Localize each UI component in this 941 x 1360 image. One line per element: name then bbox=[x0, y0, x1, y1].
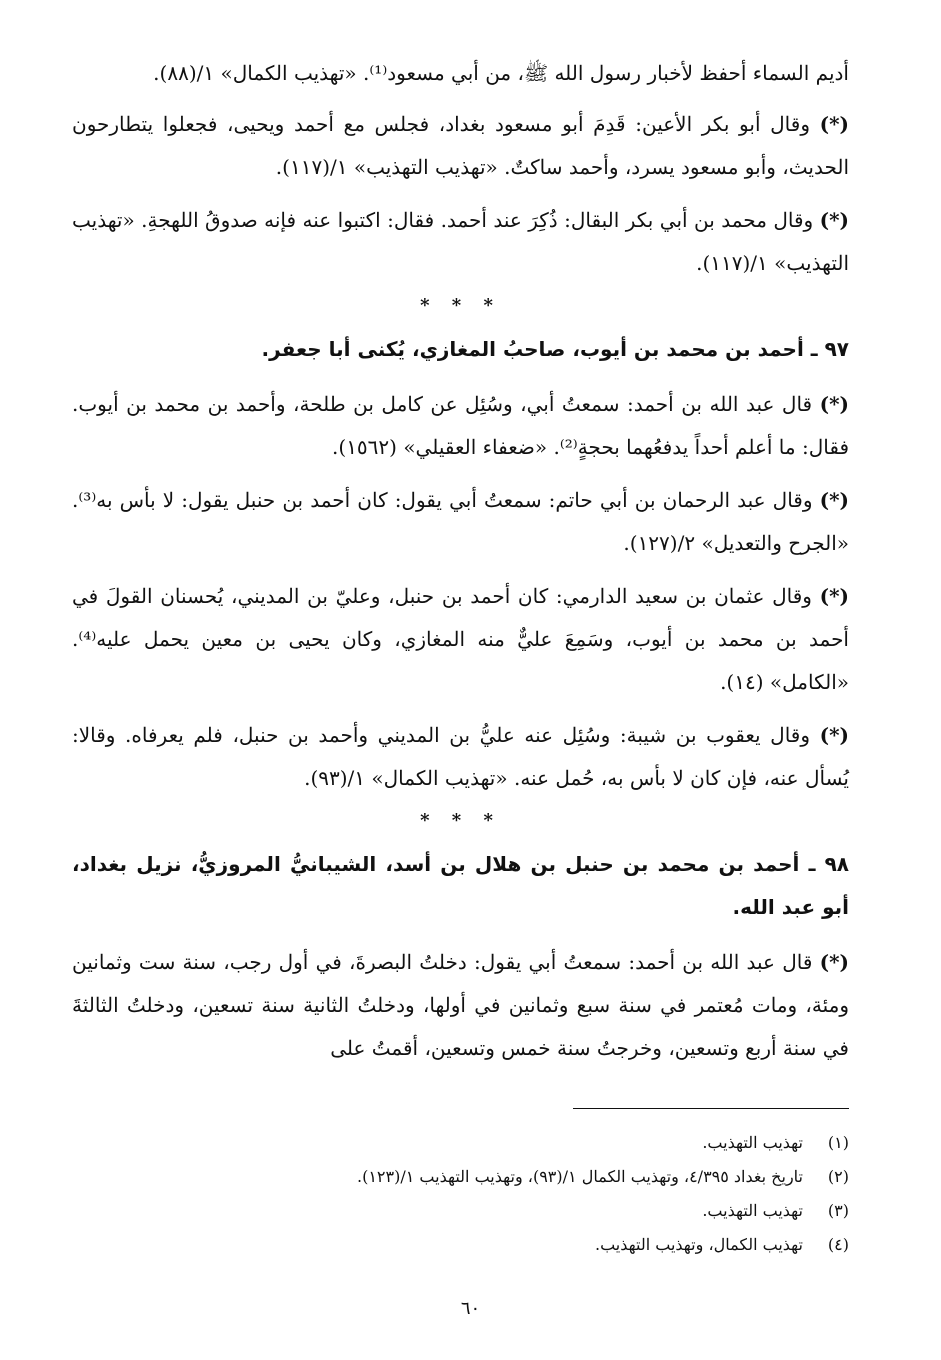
paragraph-text: وقال عثمان بن سعيد الدارمي: كان أحمد بن حنبل، وعليّ بن المديني، يُحسنان القولَ في أحمد بن محمد بن أيوب، وسَمِعَ عليٌّ منه المغازي، وكان يحيى بن معين يحمل عليه⁽⁴⁾. «الكامل» (١٤). bbox=[72, 584, 849, 694]
footnotes bbox=[72, 1126, 849, 1262]
asterisk-marker: (*) bbox=[819, 392, 850, 416]
continuation-paragraph bbox=[72, 52, 849, 95]
section-separator: * * * bbox=[420, 810, 501, 831]
paragraph-text: أديم السماء أحفظ لأخبار رسول الله ﷺ، من أبي مسعود⁽¹⁾. «تهذيب الكمال» ١/(٨٨). bbox=[153, 61, 849, 85]
footnote-number: (٢) bbox=[827, 1167, 849, 1186]
paragraph-text: وقال عبد الرحمان بن أبي حاتم: سمعتُ أبي يقول: كان أحمد بن حنبل يقول: لا بأس به⁽³⁾. «الجرح والتعديل» ٢/(١٢٧). bbox=[72, 488, 849, 555]
footnote-text: تهذيب التهذيب. bbox=[702, 1201, 803, 1220]
quote-paragraph bbox=[72, 103, 849, 189]
footnote-item bbox=[72, 1194, 849, 1228]
footnote-number: (١) bbox=[827, 1133, 849, 1152]
quote-paragraph bbox=[72, 941, 849, 1070]
footnote-item bbox=[72, 1126, 849, 1160]
footnote-item bbox=[72, 1228, 849, 1262]
footnote-item bbox=[72, 1160, 849, 1194]
footnote-divider bbox=[573, 1108, 849, 1109]
quote-paragraph bbox=[72, 199, 849, 285]
asterisk-marker: (*) bbox=[819, 488, 849, 512]
entry-heading: ٩٧ ـ أحمد بن محمد بن أيوب، صاحبُ المغازي، يُكنى أبا جعفر. bbox=[261, 337, 849, 361]
footnote-number: (٣) bbox=[827, 1201, 849, 1220]
footnote-text: تهذيب الكمال، وتهذيب التهذيب. bbox=[594, 1235, 803, 1254]
page-number: ٦٠ bbox=[460, 1298, 481, 1319]
asterisk-marker: (*) bbox=[819, 950, 849, 974]
entry-heading: ٩٨ ـ أحمد بن محمد بن حنبل بن هلال بن أسد، الشيبانيُّ المروزيُّ، نزيل بغداد، أبو عبد الله. bbox=[72, 852, 849, 919]
quote-paragraph bbox=[72, 479, 849, 565]
quote-paragraph bbox=[72, 575, 849, 704]
asterisk-marker: (*) bbox=[819, 584, 849, 608]
footnote-text: تهذيب التهذيب. bbox=[702, 1133, 803, 1152]
section-separator: * * * bbox=[420, 295, 501, 316]
asterisk-marker: (*) bbox=[819, 112, 849, 136]
footnote-text: تاريخ بغداد ٤/٣٩٥، وتهذيب الكمال ١/(٩٣)، وتهذيب التهذيب ١/(١٢٣). bbox=[356, 1167, 803, 1186]
quote-paragraph bbox=[72, 383, 849, 469]
paragraph-text: قال عبد الله بن أحمد: سمعتُ أبي، وسُئِل عن كامل بن طلحة، وأحمد بن محمد بن أيوب. فقال: ما أعلم أحداً يدفعُهما بحجةٍ⁽²⁾. «ضعفاء العقيلي» (١٥٦٢). bbox=[72, 392, 849, 459]
quote-paragraph bbox=[72, 714, 849, 800]
asterisk-marker: (*) bbox=[819, 208, 849, 232]
paragraph-text: وقال محمد بن أبي بكر البقال: ذُكِرَ عند أحمد. فقال: اكتبوا عنه فإنه صدوقُ اللهجةِ. «تهذيب التهذيب» ١/(١١٧). bbox=[72, 208, 849, 275]
paragraph-text: وقال أبو بكر الأعين: قَدِمَ أبو مسعود بغداد، فجلس مع أحمد ويحيى، فجعلوا يتطارحون الحديث، وأبو مسعود يسرد، وأحمد ساكتٌ. «تهذيب التهذيب» ١/(١١٧). bbox=[72, 112, 849, 179]
paragraph-text: وقال يعقوب بن شيبة: وسُئِل عنه عليُّ بن المديني وأحمد بن حنبل، فلم يعرفاه. وقالا: يُسأل عنه، فإن كان لا بأس به، حُمل عنه. «تهذيب الكمال» ١/(٩٣). bbox=[72, 723, 849, 790]
footnote-number: (٤) bbox=[827, 1235, 849, 1254]
asterisk-marker: (*) bbox=[819, 723, 849, 747]
paragraph-text: قال عبد الله بن أحمد: سمعتُ أبي يقول: دخلتُ البصرةَ، في أول رجب، سنة ست وثمانين ومئة، ومات مُعتمر في سنة سبع وثمانين في أولها، ودخلتُ الثانية سنة تسعين، ودخلتُ الثالثةَ في سنة أربع وتسعين، وخرجتُ سنة خمس وتسعين، أقمتُ على bbox=[72, 950, 849, 1060]
